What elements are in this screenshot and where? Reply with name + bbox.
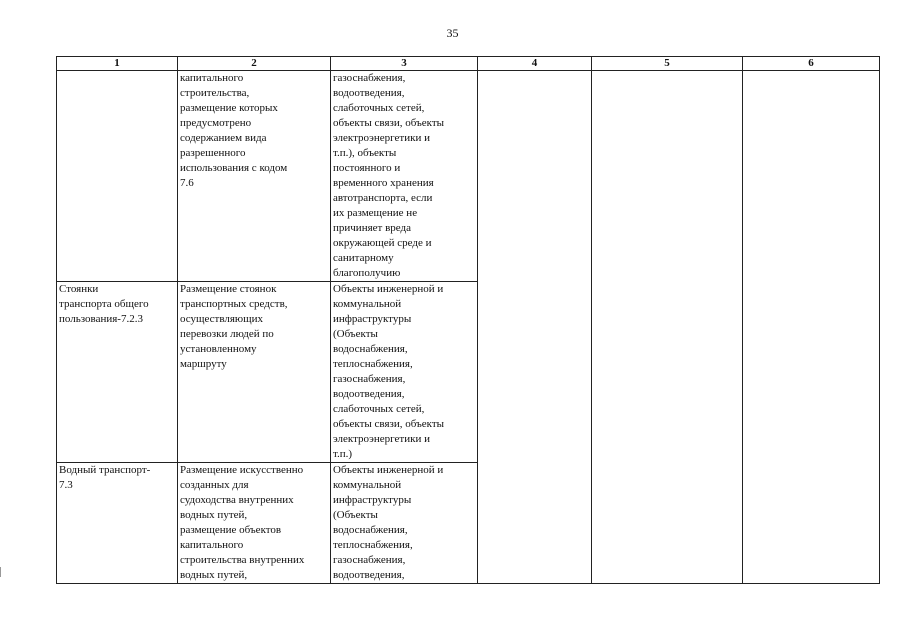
cell-text: Размещение стоянок транспортных средств, осуществляющих перевозки людей по установленному маршруту [180, 283, 288, 370]
land-use-table [56, 56, 880, 584]
cell-use-description [178, 71, 331, 282]
cell-allowed-objects [331, 463, 478, 584]
cell-text: Объекты инженерной и коммунальной инфраструктуры (Объекты водоснабжения, теплоснабжения, газоснабжения, водоотведения, [333, 464, 444, 581]
cell-text: Стоянки транспорта общего пользования-7.2.3 [59, 283, 149, 325]
cell-use-name [57, 282, 178, 463]
column-header-2: 2 [178, 57, 331, 71]
cell-column-5 [592, 71, 743, 584]
cell-allowed-objects [331, 71, 478, 282]
cell-text: капитального строительства, размещение которых предусмотрено содержанием вида разрешенного использования с кодом 7.6 [180, 72, 288, 189]
column-header-4: 4 [478, 57, 592, 71]
cell-text: Объекты инженерной и коммунальной инфраструктуры (Объекты водоснабжения, теплоснабжения, газоснабжения, водоотведения, слаботочных сетей, объекты связи, объекты электроэнергетики и т.п.) [333, 283, 445, 460]
cell-allowed-objects [331, 282, 478, 463]
table-row [57, 71, 880, 282]
column-header-6: 6 [743, 57, 880, 71]
margin-mark [0, 567, 4, 577]
cell-use-name [57, 71, 178, 282]
cell-text: Водный транспорт- 7.3 [59, 464, 151, 491]
column-header-3: 3 [331, 57, 478, 71]
cell-column-6 [743, 71, 880, 584]
cell-column-4 [478, 71, 592, 584]
page-number: 35 [446, 26, 459, 40]
cell-use-name [57, 463, 178, 584]
column-header-5: 5 [592, 57, 743, 71]
cell-use-description [178, 282, 331, 463]
cell-use-description [178, 463, 331, 584]
cell-text: газоснабжения, водоотведения, слаботочных сетей, объекты связи, объекты электроэнергетики и т.п.), объекты постоянного и временного хранения автотранспорта, если их размещение не причиняет вреда окружающей среде и санитарному благополучию [333, 72, 445, 279]
column-header-1: 1 [57, 57, 178, 71]
table-header-row [57, 57, 880, 71]
cell-text: Размещение искусственно созданных для судоходства внутренних водных путей, размещение объектов капитального строительства внутренних водных путей, [180, 464, 305, 581]
